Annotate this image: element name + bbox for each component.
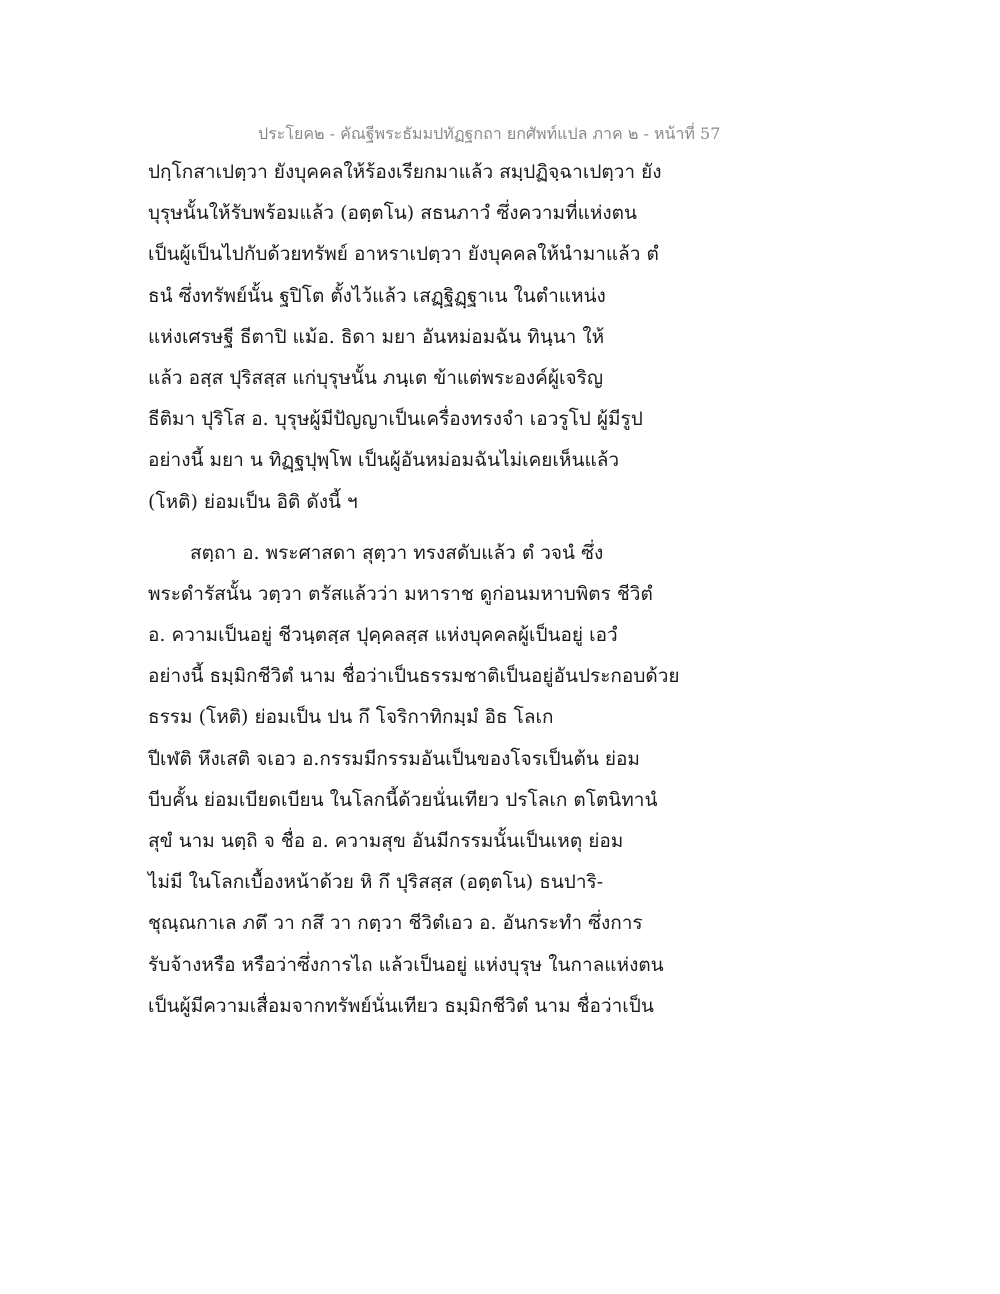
text-line-indented: สตฺถา อ. พระศาสดา สุตฺวา ทรงสดับแล้ว ตํ วจนํ ซึ่ง — [190, 541, 604, 564]
text-line: รับจ้างหรือ หรือว่าซึ่งการไถ แล้วเป็นอยู่ แห่งบุรุษ ในกาลแห่งตน — [148, 953, 664, 976]
text-line: (โหติ) ย่อมเป็น อิติ ดังนี้ ฯ — [148, 490, 358, 513]
body-text — [148, 152, 708, 1027]
text-line: ธรรม (โหติ) ย่อมเป็น ปน กึ โจริกาทิกมฺมํ อิธ โลเก — [148, 706, 554, 729]
paragraph — [148, 533, 708, 1027]
text-line: ปีเฬติ หึงเสติ จเอว อ.กรรมมีกรรมอันเป็นของโจรเป็นต้น ย่อม — [148, 747, 640, 770]
paragraph-gap — [148, 523, 708, 533]
text-line: ปกฺโกสาเปตฺวา ยังบุคคลให้ร้องเรียกมาแล้ว สมฺปฏิจฺฉาเปตฺวา ยัง — [148, 161, 662, 183]
text-line: ไม่มี ในโลกเบื้องหน้าด้วย หิ กึ ปุริสสฺส (อตฺตโน) ธนปาริ- — [148, 871, 604, 894]
text-line: แห่งเศรษฐี ธีตาปิ แม้อ. ธิดา มยา อันหม่อมฉัน ทินฺนา ให้ — [148, 325, 605, 348]
text-line: ชุณฺณกาเล ภตึ วา กสึ วา กตฺวา ชีวิตํเอว อ. อันกระทำ ซึ่งการ — [148, 912, 643, 935]
text-line: บุรุษนั้นให้รับพร้อมแล้ว (อตฺตโน) สธนภาวํ ซึ่งความที่แห่งตน — [148, 202, 637, 225]
text-line: แล้ว อสฺส ปุริสสฺส แก่บุรุษนั้น ภนฺเต ข้าแต่พระองค์ผู้เจริญ — [148, 366, 604, 389]
text-line: ธีติมา ปุริโส อ. บุรุษผู้มีปัญญาเป็นเครื่องทรงจำ เอวรูโป ผู้มีรูป — [148, 408, 643, 431]
paragraph — [148, 152, 708, 523]
text-line: เป็นผู้เป็นไปกับด้วยทรัพย์ อาหราเปตฺวา ยังบุคคลให้นำมาแล้ว ตํ — [148, 243, 659, 266]
text-line: อย่างนี้ มยา น ทิฏฺฐปุพฺโพ เป็นผู้อันหม่อมฉันไม่เคยเห็นแล้ว — [148, 449, 620, 472]
running-header: ประโยค๒ - คัณฐีพระธัมมปทัฏฐกถา ยกศัพท์แปล ภาค ๒ - หน้าที่ 57 — [258, 124, 721, 143]
text-line: พระดำรัสนั้น วตฺวา ตรัสแล้วว่า มหาราช ดูก่อนมหาบพิตร ชีวิตํ — [148, 582, 653, 605]
text-line: สุขํ นาม นตฺถิ จ ชื่อ อ. ความสุข อันมีกรรมนั้นเป็นเหตุ ย่อม — [148, 830, 624, 852]
text-line: ธนํ ซึ่งทรัพย์นั้น ฐปิโต ตั้งไว้แล้ว เสฏฺฐิฏฺฐาเน ในตำแหน่ง — [148, 284, 606, 307]
text-line: เป็นผู้มีความเสื่อมจากทรัพย์นั่นเทียว ธมฺมิกชีวิตํ นาม ชื่อว่าเป็น — [148, 994, 654, 1017]
text-line: อย่างนี้ ธมฺมิกชีวิตํ นาม ชื่อว่าเป็นธรรมชาติเป็นอยู่อันประกอบด้วย — [148, 665, 680, 688]
text-line: อ. ความเป็นอยู่ ชีวนฺตสฺส ปุคฺคลสฺส แห่งบุคคลผู้เป็นอยู่ เอวํ — [148, 624, 618, 647]
text-line: บีบคั้น ย่อมเบียดเบียน ในโลกนี้ด้วยนั่นเทียว ปรโลเก ตโตนิทานํ — [148, 788, 658, 811]
